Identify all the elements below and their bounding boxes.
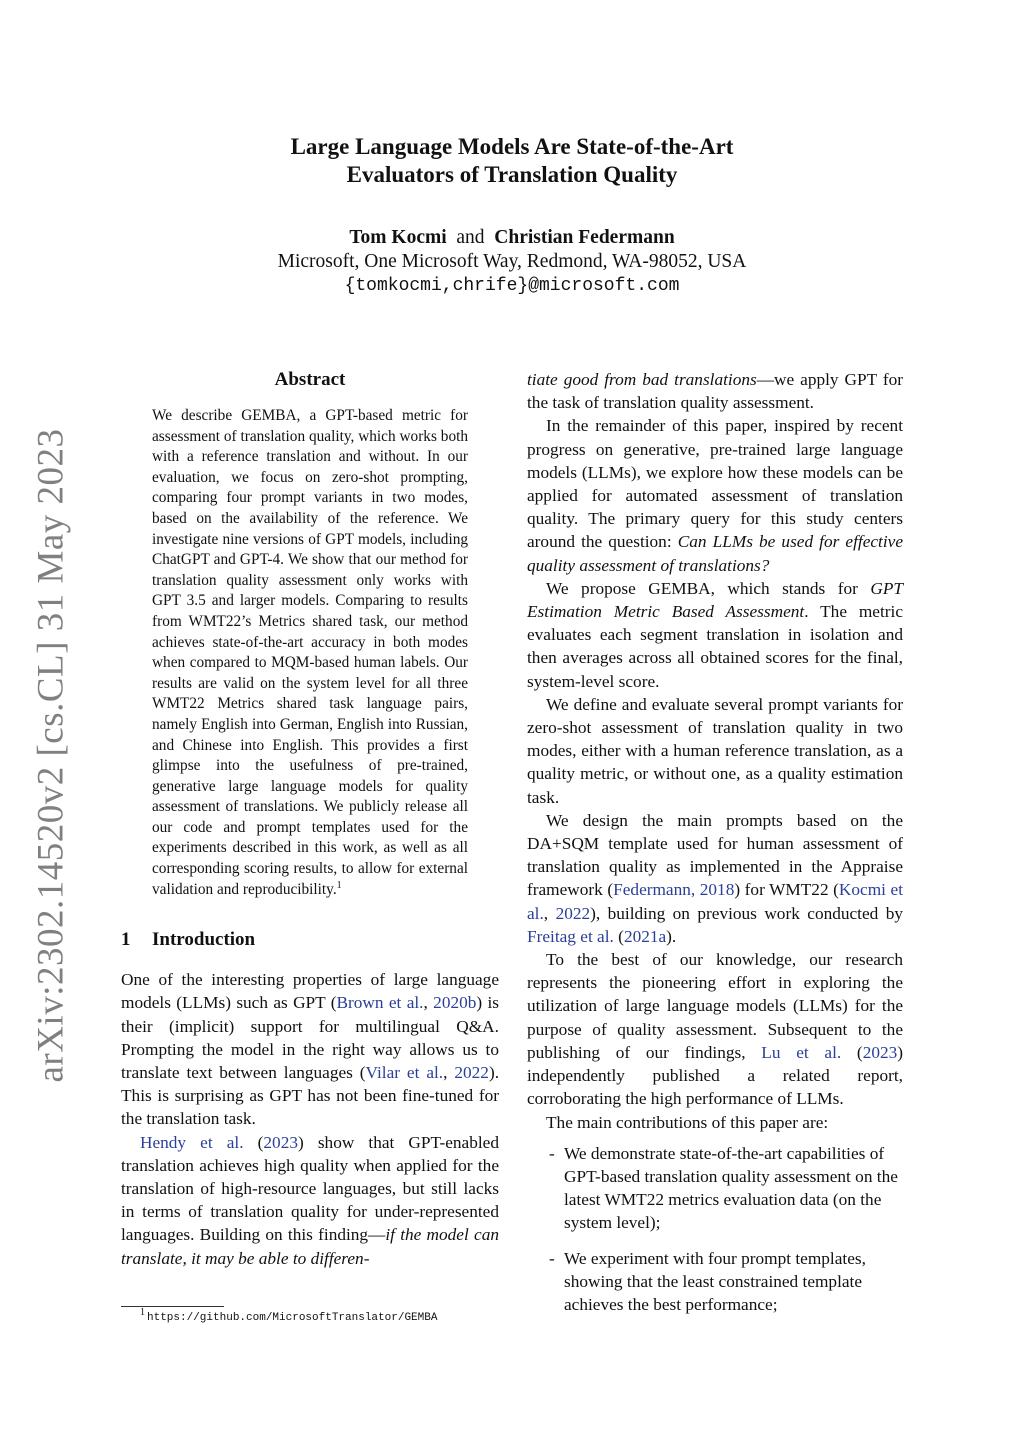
citation-link[interactable]: Federmann, 2018	[613, 880, 735, 900]
text-run: ) for WMT22 (	[734, 880, 839, 900]
text-run: ,	[543, 903, 556, 923]
text-run: ), building on previous work conducted by	[590, 903, 904, 923]
italic-run: if the model can translate, it may be able to differen-	[121, 1225, 499, 1268]
right-paragraph-2	[527, 577, 903, 693]
list-item-text: We demonstrate state-of-the-art capabilities of GPT-based translation quality assessment on the latest WMT22 metrics evaluation data (on the system level);	[564, 1143, 898, 1233]
abstract-body: We describe GEMBA, a GPT-based metric for assessment of translation quality, which works both with a reference translation and without. In our evaluation, we focus on zero-shot prompting, comparing four prompt variants in two modes, based on the availability of the reference. We investigate nine versions of GPT models, including ChatGPT and GPT-4. We show that our method for translation quality assessment only works with GPT 3.5 and larger models. Comparing to results from WMT22’s Metrics shared task, our method achieves state-of-the-art accuracy in both modes when compared to MQM-based human labels. Our results are valid on the system level for all three WMT22 Metrics shared task language pairs, namely English into German, English into Russian, and Chinese into English. This provides a first glimpse into the usefulness of pre-trained, generative large language models for quality assessment of translations. We publicly release all our code and prompt templates used for the experiments described in this work, as well as all corresponding scoring results, to allow for external validation and reproducibility.	[152, 407, 468, 898]
italic-run: Can LLMs be used for effective quality assessment of translations?	[527, 532, 903, 575]
citation-link[interactable]: Freitag et al.	[527, 926, 614, 946]
list-dash: -	[549, 1143, 555, 1163]
arxiv-identifier	[19, 427, 83, 1083]
text-run: ). This is surprising as GPT has not been fine-tuned for the translation task.	[121, 1063, 500, 1129]
intro-paragraph-1	[121, 968, 499, 1130]
list-dash: -	[549, 1248, 555, 1268]
right-paragraph-3: We define and evaluate several prompt variants for zero-shot assessment of translation quality in two modes, either with a human reference translation, as a quality metric, or without one, as a quality estimation task.	[527, 694, 903, 807]
paper-title	[150, 133, 874, 189]
footnote	[140, 1307, 438, 1324]
footnote-mark: 1	[140, 1307, 145, 1319]
section-heading-introduction	[121, 928, 499, 952]
footnote-rule	[121, 1306, 224, 1307]
list-item	[527, 1142, 903, 1235]
author-names	[150, 226, 874, 250]
author-2: Christian Federmann	[494, 227, 675, 248]
text-run: ) show that GPT-enabled translation achieves high quality when applied for the translation of high-resource languages, but still lacks in terms of translation quality for under-represented languages. Building on this finding—	[121, 1132, 499, 1245]
author-block	[150, 226, 874, 298]
section-title: Introduction	[152, 929, 256, 951]
citation-link[interactable]: Vilar et al.	[365, 1063, 444, 1083]
text-run: (	[243, 1132, 264, 1152]
text-run: We design the main prompts based on the DA+SQM template used for human assessment of translation quality as implemented in the Appraise framework (	[527, 810, 903, 900]
italic-run: GPT Estimation Metric Based Assessment	[527, 578, 903, 622]
text-run: (	[841, 1042, 863, 1062]
contributions-list	[527, 1142, 903, 1316]
abstract-footnote-mark: 1	[336, 879, 342, 891]
abstract-text	[152, 406, 468, 900]
text-run: . The metric evaluates each segment translation in isolation and then averages across all obtained scores for the final, system-level score.	[527, 602, 904, 691]
text-run: To the best of our knowledge, our research represents the pioneering effort in exploring the utilization of large language models (LLMs) for the purpose of quality assessment. Subsequent to the publishing of our findings,	[527, 950, 903, 1062]
arxiv-identifier-text: arXiv:2302.14520v2 [cs.CL] 31 May 2023	[30, 427, 72, 1083]
left-column	[121, 368, 499, 1270]
text-run: ,	[443, 1063, 455, 1083]
right-column	[527, 368, 903, 1328]
right-paragraph-4	[527, 809, 903, 948]
text-run: —we apply GPT for the task of translation quality assessment.	[527, 370, 903, 413]
text-run: (	[613, 926, 624, 946]
citation-year-link[interactable]: 2023	[862, 1042, 898, 1062]
title-line-2: Evaluators of Translation Quality	[346, 162, 678, 187]
italic-run: tiate good from bad translations	[527, 370, 757, 389]
citation-link[interactable]: Hendy et al.	[140, 1132, 244, 1152]
footnote-url-link[interactable]: https://github.com/MicrosoftTranslator/GEMBA	[147, 1312, 438, 1324]
author-email: {tomkocmi,chrife}@microsoft.com	[344, 276, 680, 296]
right-paragraph-6: The main contributions of this paper are:	[546, 1112, 829, 1132]
list-item-text: We experiment with four prompt templates, showing that the least constrained template achieves the best performance;	[564, 1248, 866, 1314]
text-run: One of the interesting properties of large language models (LLMs) such as GPT (	[121, 970, 499, 1013]
citation-year-link[interactable]: 2022	[454, 1063, 489, 1083]
abstract-heading: Abstract	[274, 369, 346, 390]
author-1: Tom Kocmi	[349, 227, 447, 248]
author-conjunction: and	[456, 227, 485, 248]
citation-link[interactable]: Lu et al.	[761, 1042, 842, 1062]
citation-link[interactable]: Brown et al.	[336, 993, 424, 1013]
section-number: 1	[121, 929, 131, 951]
right-paragraph-0	[527, 368, 903, 414]
citation-year-link[interactable]: 2020b	[433, 993, 477, 1013]
title-line-1: Large Language Models Are State-of-the-Art	[290, 134, 734, 159]
citation-year-link[interactable]: 2022	[555, 903, 591, 923]
affiliation: Microsoft, One Microsoft Way, Redmond, WA-98052, USA	[277, 251, 747, 272]
right-paragraph-5	[527, 948, 903, 1110]
citation-year-link[interactable]: 2021a	[623, 926, 667, 946]
right-paragraph-1	[527, 414, 903, 576]
text-run: ) is their (implicit) support for multilingual Q&A. Prompting the model in the right way allows us to translate text between languages (	[121, 993, 499, 1083]
text-run: ) independently published a related report, corroborating the high performance of LLMs.	[527, 1042, 904, 1109]
text-run: ,	[423, 993, 434, 1013]
intro-paragraph-2	[121, 1131, 499, 1270]
list-item	[527, 1247, 903, 1317]
text-run: ).	[666, 926, 677, 946]
text-run: In the remainder of this paper, inspired by recent progress on generative, pre-trained large language models (LLMs), we explore how these models can be applied for automated assessment of translation quality. The primary query for this study centers around the question:	[527, 416, 903, 552]
citation-year-link[interactable]: 2023	[263, 1132, 298, 1152]
text-run: We propose GEMBA, which stands for	[546, 578, 871, 598]
citation-link[interactable]: Kocmi et al.	[527, 880, 903, 923]
